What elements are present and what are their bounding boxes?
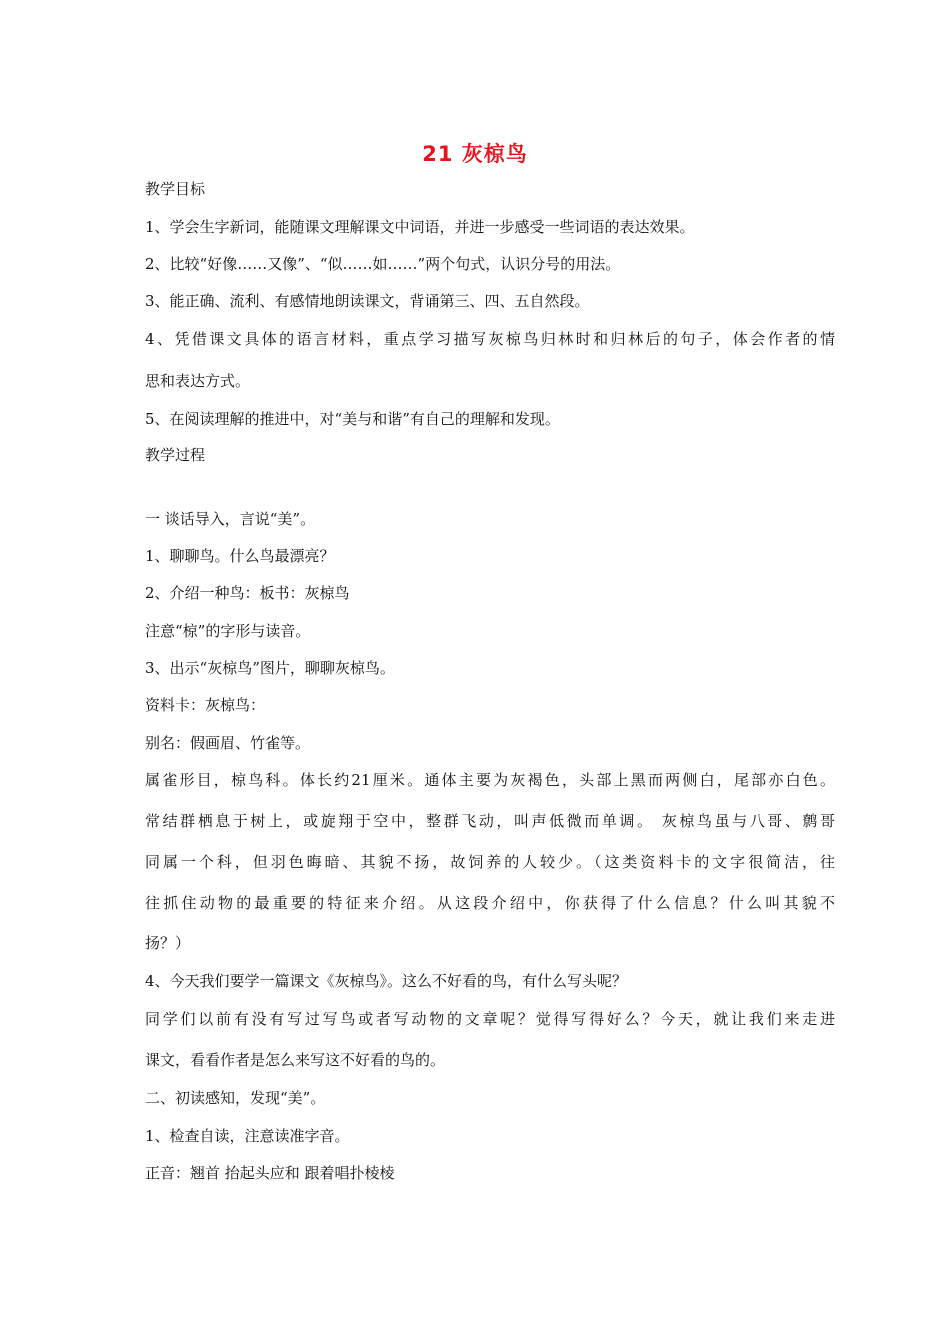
process-line: 1、检查自读，注意读准字音。: [145, 1127, 350, 1145]
info-card-line: 同属一个科，但羽色晦暗、其貌不扬，故饲养的人较少。（这类资料卡的文字很简洁，往: [145, 853, 835, 871]
heading-teaching-goals: 教学目标: [145, 180, 206, 198]
info-card-line: 常结群栖息于树上，或旋翔于空中，整群飞动，叫声低微而单调。 灰椋鸟虽与八哥、鹩哥: [145, 812, 835, 830]
info-card-line: 属雀形目，椋鸟科。体长约21厘米。通体主要为灰褐色，头部上黑而两侧白，尾部亦白色。: [145, 771, 835, 789]
process-line: 2、介绍一种鸟：板书：灰椋鸟: [145, 584, 350, 602]
process-line: 注意“椋”的字形与读音。: [145, 622, 311, 640]
goal-line: 1、学会生字新词，能随课文理解课文中词语，并进一步感受一些词语的表达效果。: [145, 218, 695, 236]
section-heading: 一 谈话导入，言说“美”。: [145, 510, 316, 528]
process-line: 1、聊聊鸟。什么鸟最漂亮？: [145, 547, 335, 565]
process-line: 4、今天我们要学一篇课文《灰椋鸟》。这么不好看的鸟，有什么写头呢？: [145, 972, 628, 990]
goal-line: 4、凭借课文具体的语言材料，重点学习描写灰椋鸟归林时和归林后的句子，体会作者的情: [145, 330, 835, 348]
process-line: 3、出示“灰椋鸟”图片，聊聊灰椋鸟。: [145, 659, 395, 677]
section-heading: 二、初读感知，发现“美”。: [145, 1089, 326, 1107]
info-card-label: 资料卡：灰椋鸟：: [145, 696, 266, 714]
heading-teaching-process: 教学过程: [145, 446, 206, 464]
info-card-line: 别名：假画眉、竹雀等。: [145, 734, 311, 752]
goal-line: 3、能正确、流利、有感情地朗读课文，背诵第三、四、五自然段。: [145, 292, 590, 310]
info-card-line: 往抓住动物的最重要的特征来介绍。从这段介绍中，你获得了什么信息？什么叫其貌不: [145, 894, 835, 912]
goal-line-continued: 思和表达方式。: [145, 372, 251, 390]
goal-line: 2、比较“好像……又像”、“似……如……”两个句式，认识分号的用法。: [145, 255, 621, 273]
process-line: 课文，看看作者是怎么来写这不好看的鸟的。: [145, 1051, 446, 1069]
goal-line: 5、在阅读理解的推进中，对“美与和谐”有自己的理解和发现。: [145, 410, 560, 428]
process-line: 同学们以前有没有写过写鸟或者写动物的文章呢？觉得写得好么？今天，就让我们来走进: [145, 1010, 835, 1028]
document-title: 21 灰椋鸟: [422, 142, 528, 166]
info-card-line: 扬？）: [145, 934, 191, 952]
process-line: 正音：翘首 抬起头应和 跟着唱扑棱棱: [145, 1164, 395, 1182]
